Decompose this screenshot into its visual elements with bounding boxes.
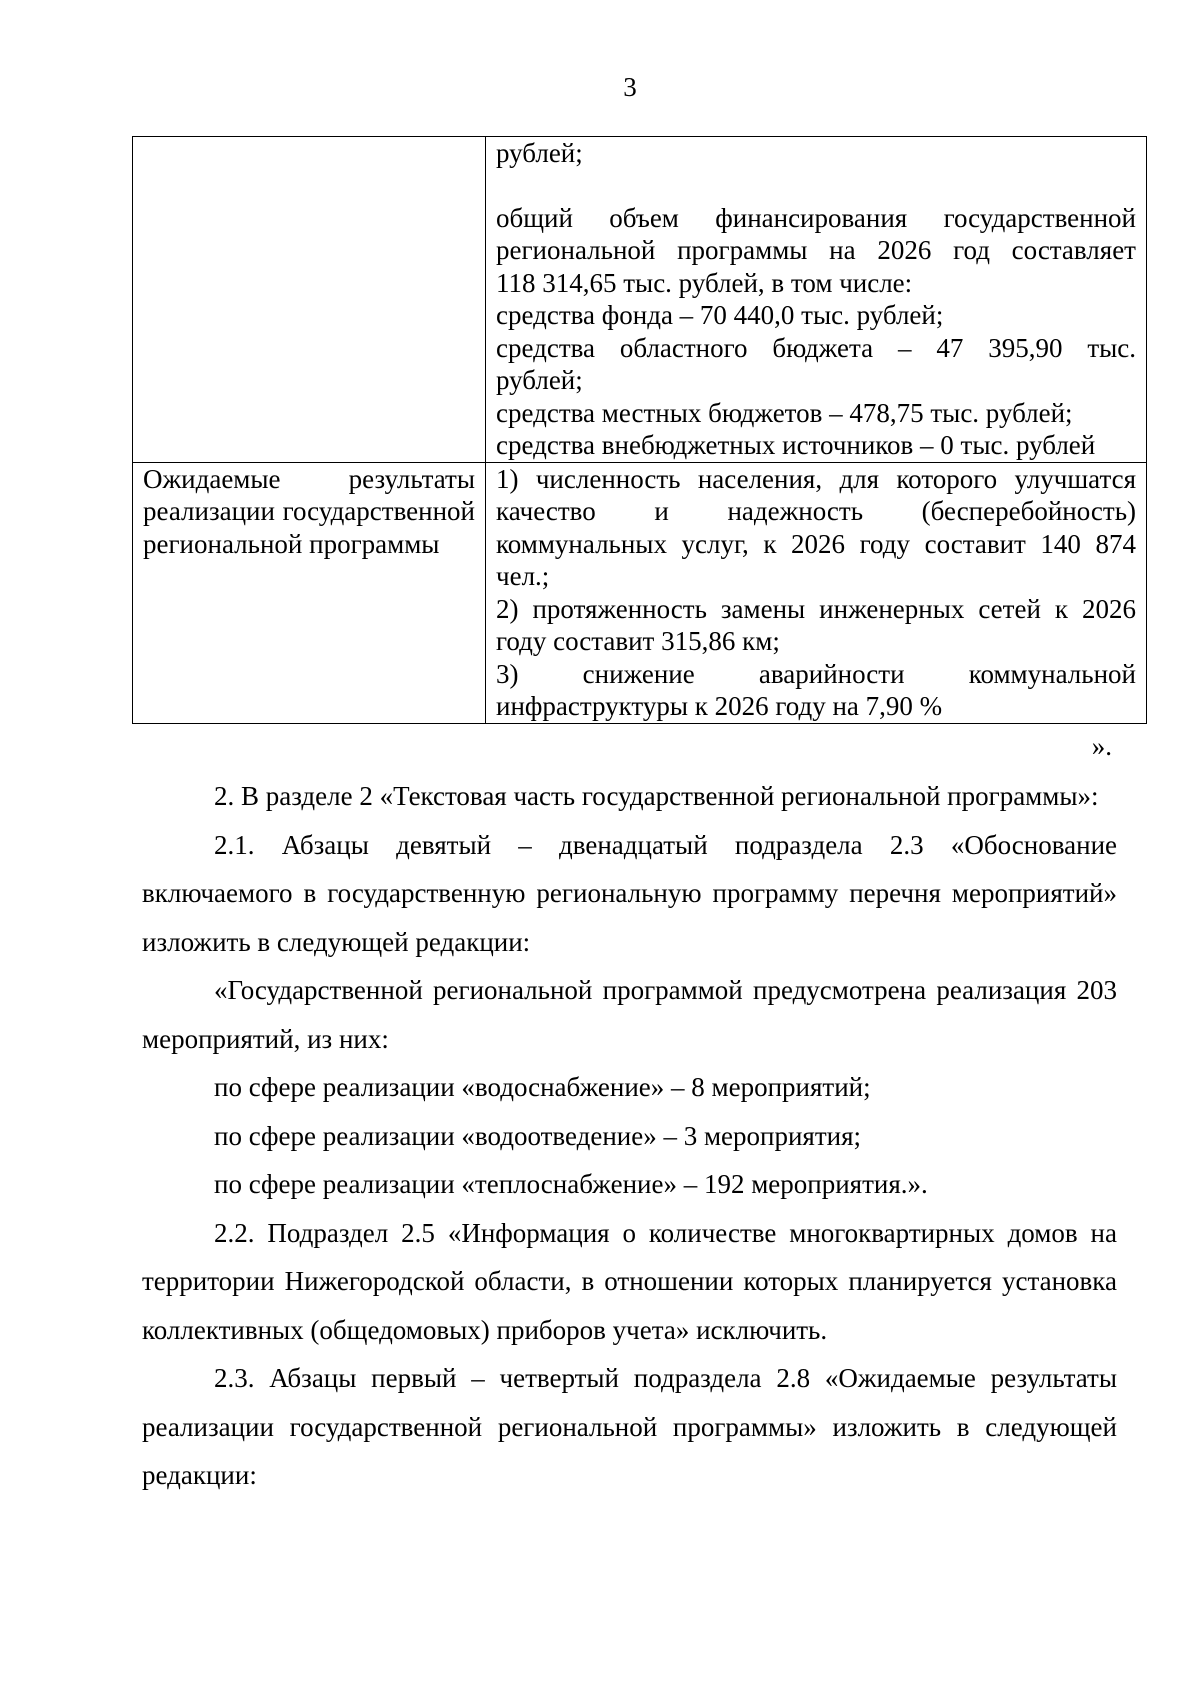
table-line: 1) численность населения, для которого улучшатся	[496, 463, 1136, 494]
table-line: 2) протяженность замены инженерных сетей к 2026	[496, 593, 1136, 624]
paragraph: 2.2. Подраздел 2.5 «Информация о количестве многоквартирных домов на территории Нижегородской области, в отношении которых планируется установка коллективных (общедомовых) приборов учета» исключить.	[142, 1217, 1117, 1345]
table-row-value	[486, 462, 1147, 723]
table-row-label: Ожидаемые результаты реализации государственной региональной программы	[133, 462, 486, 723]
paragraph: по сфере реализации «водоотведение» – 3 мероприятия;	[214, 1120, 862, 1151]
table-line: рублей;	[496, 138, 583, 168]
closing-quote: ».	[1091, 731, 1112, 761]
page-number: 3	[623, 72, 637, 102]
table-line: региональной программы на 2026 год составляет	[496, 235, 1136, 265]
table-line: средства фонда – 70 440,0 тыс. рублей;	[496, 300, 944, 330]
paragraph: «Государственной региональной программой предусмотрена реализация 203 мероприятий, из них:	[142, 975, 1117, 1054]
table-row-value	[486, 137, 1147, 463]
paragraph: по сфере реализации «водоснабжение» – 8 мероприятий;	[214, 1072, 871, 1102]
table-line: 118 314,65 тыс. рублей, в том числе:	[496, 267, 913, 298]
table-line: средства внебюджетных источников – 0 тыс. рублей	[496, 430, 1096, 460]
program-passport-table	[132, 136, 1147, 724]
table-line: качество и надежность (бесперебойность)	[496, 496, 1136, 526]
paragraph: 2. В разделе 2 «Текстовая часть государственной региональной программы»:	[214, 781, 1099, 811]
table-line: инфраструктуры к 2026 году на 7,90 %	[496, 691, 943, 721]
table-line: 3) снижение аварийности коммунальной	[496, 658, 1136, 689]
table-line: средства местных бюджетов – 478,75 тыс. рублей;	[496, 397, 1073, 428]
table-line: чел.;	[496, 561, 550, 591]
document-body	[142, 772, 1117, 1500]
table-line: коммунальных услуг, к 2026 году составит 140 874	[496, 528, 1136, 559]
table-line: общий объем финансирования государственной	[496, 202, 1136, 233]
table-row-label	[133, 137, 486, 463]
paragraph: 2.1. Абзацы девятый – двенадцатый подраздела 2.3 «Обоснование включаемого в государственную региональную программу перечня мероприятий» изложить в следующей редакции:	[142, 829, 1117, 957]
paragraph: 2.3. Абзацы первый – четвертый подраздела 2.8 «Ожидаемые результаты реализации государственной региональной программы» изложить в следующей редакции:	[142, 1363, 1117, 1490]
table-line: году составит 315,86 км;	[496, 626, 780, 656]
table-row	[133, 462, 1147, 723]
blank-line	[496, 170, 1136, 202]
paragraph: по сфере реализации «теплоснабжение» – 192 мероприятия.».	[214, 1169, 928, 1199]
table-line: средства областного бюджета – 47 395,90 тыс.	[496, 332, 1136, 363]
table-row	[133, 137, 1147, 463]
table-line: рублей;	[496, 365, 583, 395]
